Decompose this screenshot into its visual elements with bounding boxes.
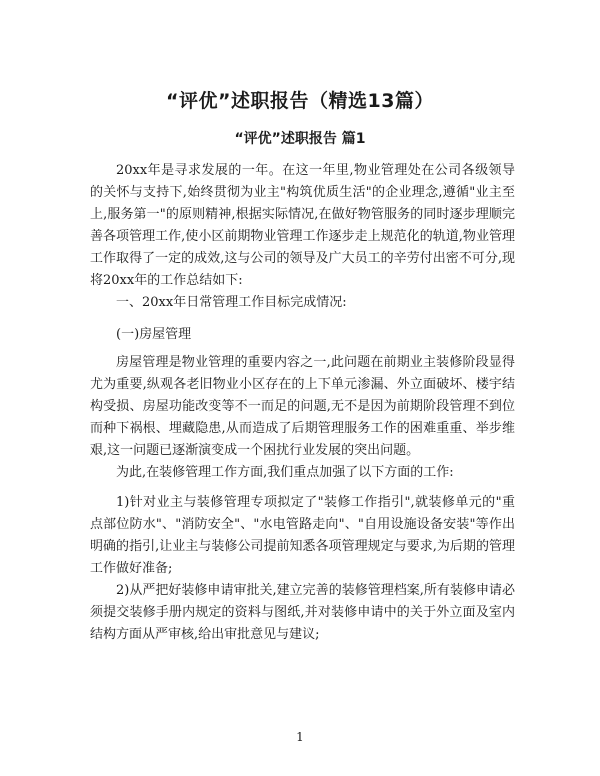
document-title: “评优”述职报告（精选13篇）	[166, 90, 434, 112]
paragraph-housing-management: 房屋管理是物业管理的重要内容之一,此问题在前期业主装修阶段显得尤为重要,纵观各老旧物业小区存在的上下单元渗漏、外立面破坏、楼宇结构受损、房屋功能改变等不一而足的问题,无不是因为前期阶段管理不到位而种下祸根、埋藏隐患,从而造成了后期管理服务工作的困难重重、举步维艰,这一问题已逐渐演变成一个困扰行业发展的突出问题。	[90, 355, 515, 458]
paragraph-intro: 20xx年是寻求发展的一年。在这一年里,物业管理处在公司各级领导的关怀与支持下,始终贯彻为业主"构筑优质生活"的企业理念,遵循"业主至上,服务第一"的原则精神,根据实际情况,在做好物管服务的同时逐步理顺完善各项管理工作,使小区前期物业管理工作逐步走上规范化的轨道,物业管理工作取得了一定的成效,这与公司的领导及广大员工的辛劳付出密不可分,现将20xx年的工作总结如下:	[90, 163, 515, 288]
heading-annual-goals: 一、20xx年日常管理工作目标完成情况:	[116, 295, 347, 310]
paragraph-item-2: 2)从严把好装修申请审批关,建立完善的装修管理档案,所有装修申请必须提交装修手册内规定的资料与图纸,并对装修申请中的关于外立面及室内结构方面从严审核,给出审批意见与建议;	[90, 583, 515, 642]
heading-housing-management: (一)房屋管理	[116, 327, 192, 342]
paragraph-focus-work: 为此,在装修管理工作方面,我们重点加强了以下方面的工作:	[116, 465, 454, 480]
paragraph-item-1: 1)针对业主与装修管理专项拟定了"装修工作指引",就装修单元的"重点部位防水"、"消防安全"、"水电管路走向"、"自用设施设备安装"等作出明确的指引,让业主与装修公司提前知悉各项管理规定与要求,为后期的管理工作做好准备;	[90, 495, 515, 576]
page-number: 1	[296, 730, 304, 744]
section-title: “评优”述职报告 篇1	[234, 131, 366, 147]
